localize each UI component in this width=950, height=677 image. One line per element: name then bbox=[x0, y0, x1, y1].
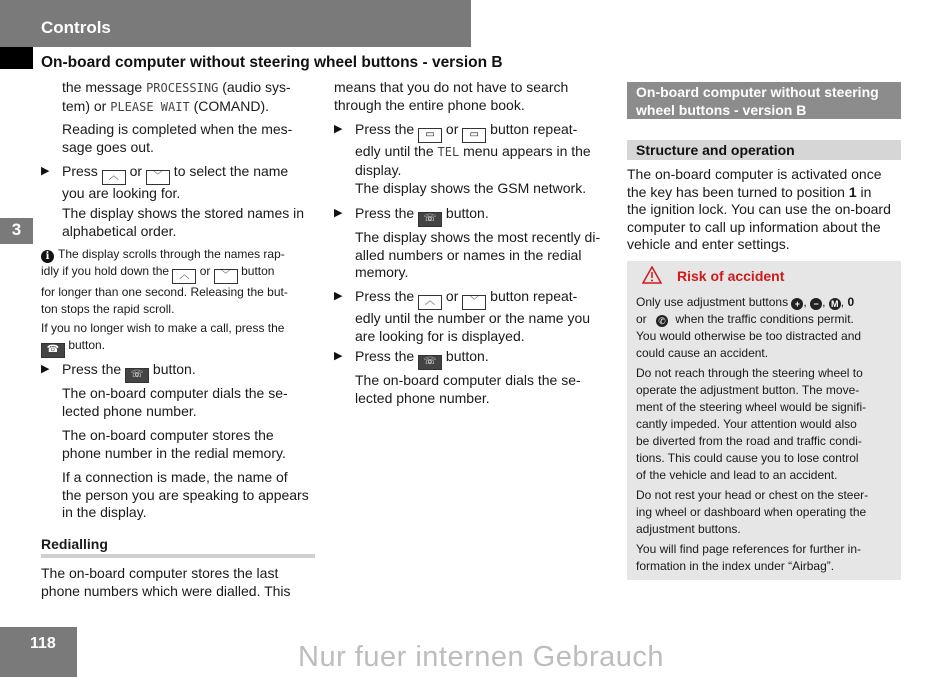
structure-heading-bar bbox=[627, 140, 901, 160]
col1-bullet2: Press the ☏ button. bbox=[62, 361, 196, 383]
bullet-icon: ▶ bbox=[334, 350, 343, 362]
down-arrow-key-icon: ﹀ bbox=[146, 170, 170, 185]
warning-box bbox=[627, 261, 901, 580]
bullet-icon: ▶ bbox=[334, 290, 343, 302]
chapter-title: Controls bbox=[41, 18, 111, 37]
telephone-button-icon: ✆ bbox=[656, 315, 668, 327]
warning-p3: Do not rest your head or chest on the steer- ing wheel or dashboard when operating the adjustment buttons. bbox=[636, 488, 869, 536]
section-box-header bbox=[627, 82, 901, 119]
bullet-icon: ▶ bbox=[41, 363, 50, 375]
down-arrow-key-icon: ﹀ bbox=[214, 269, 238, 284]
col1-p3: The display shows the stored names in alphabetical order. bbox=[62, 205, 305, 239]
col2-bullet2: Press the ☏ button. bbox=[355, 205, 489, 227]
col2-p2: The display shows the GSM network. bbox=[355, 180, 587, 196]
col1-p7: The on-board computer stores the last phone numbers which were dialled. This bbox=[41, 565, 291, 599]
up-arrow-key-icon: ︿ bbox=[418, 295, 442, 310]
end-call-key-icon: ☎ bbox=[41, 343, 65, 358]
warning-p2: Do not reach through the steering wheel to operate the adjustment button. The move- ment of the steering wheel would be signifi- cantly impeded. Your attention would also be diverted from the road and traffic condi- tions. This could cause you to lose control of the vehicle and lead to an accident. bbox=[636, 366, 867, 482]
heading-rule bbox=[41, 554, 315, 558]
col1-p6: If a connection is made, the name of the person you are speaking to appears in the display. bbox=[62, 469, 309, 520]
up-arrow-key-icon: ︿ bbox=[172, 269, 196, 284]
col3-p1: The on-board computer is activated once the key has been turned to position 1 in the ignition lock. You can use the on-board computer to call up information about the vehicle and enter settings. bbox=[627, 166, 891, 252]
send-call-key-icon: ☏ bbox=[418, 212, 442, 227]
col2-bullet3: Press the ︿ or ﹀ button repeat- edly until the number or the name you are looking for is displayed. bbox=[355, 288, 591, 344]
redialling-heading: Redialling bbox=[41, 536, 108, 552]
col1-bullet1: Press ︿ or ﹀ to select the name you are looking for. bbox=[62, 163, 289, 201]
info-icon: i bbox=[41, 250, 54, 263]
col1-p1: the message PROCESSING (audio sys- tem) or PLEASE WAIT (COMAND). bbox=[62, 79, 291, 114]
chapter-tab: 3 bbox=[0, 218, 33, 244]
send-call-key-icon: ☏ bbox=[418, 355, 442, 370]
col2-p4: The on-board computer dials the se- lected phone number. bbox=[355, 372, 581, 406]
bullet-icon: ▶ bbox=[334, 207, 343, 219]
end-call-note: If you no longer wish to make a call, press the ☎ button. bbox=[41, 320, 284, 358]
bullet-icon: ▶ bbox=[334, 123, 343, 135]
page-number: 118 bbox=[30, 635, 56, 652]
col2-p3: The display shows the most recently di- alled numbers or names in the redial memory. bbox=[355, 229, 601, 280]
col1-p5: The on-board computer stores the phone number in the redial memory. bbox=[62, 427, 286, 461]
section-box-title: On-board computer without steering wheel buttons - version B bbox=[636, 84, 879, 118]
warning-title: Risk of accident bbox=[677, 268, 785, 284]
col1-p2: Reading is completed when the mes- sage goes out. bbox=[62, 121, 293, 155]
col2-p1: means that you do not have to search through the entire phone book. bbox=[334, 79, 569, 113]
screen-next-key-icon: ▭ bbox=[462, 128, 486, 143]
minus-button-icon: − bbox=[810, 298, 822, 310]
warning-triangle-icon bbox=[642, 266, 662, 284]
warning-p1: Only use adjustment buttons + , − , M , 0 or ✆ when the traffic conditions permit. You would otherwise be too distracted and could cause an accident. bbox=[636, 295, 862, 360]
down-arrow-key-icon: ﹀ bbox=[462, 295, 486, 310]
section-subheader: On-board computer without steering wheel buttons - version B bbox=[41, 54, 503, 71]
chapter-header-bar bbox=[0, 0, 471, 47]
warning-p4: You will find page references for further in- formation in the index under “Airbag”. bbox=[636, 542, 862, 573]
col1-p4: The on-board computer dials the se- lected phone number. bbox=[62, 385, 288, 419]
col2-bullet1: Press the ▭ or ▭ button repeat- edly until the TEL menu appears in the display. bbox=[355, 121, 591, 178]
header-marker bbox=[0, 47, 33, 69]
col2-bullet4: Press the ☏ button. bbox=[355, 348, 489, 370]
plus-button-icon: + bbox=[791, 298, 803, 310]
info-note: i The display scrolls through the names rap- idly if you hold down the ︿ or ﹀ button for longer than one second. Releasing the but- ton stops the rapid scroll. bbox=[41, 247, 288, 316]
send-call-key-icon: ☏ bbox=[125, 368, 149, 383]
watermark-text: Nur fuer internen Gebrauch bbox=[298, 641, 665, 673]
bullet-icon: ▶ bbox=[41, 165, 50, 177]
up-arrow-key-icon: ︿ bbox=[102, 170, 126, 185]
screen-prev-key-icon: ▭ bbox=[418, 128, 442, 143]
m-button-icon: M bbox=[829, 298, 841, 310]
structure-heading: Structure and operation bbox=[636, 142, 795, 158]
page-number-box bbox=[0, 627, 77, 677]
